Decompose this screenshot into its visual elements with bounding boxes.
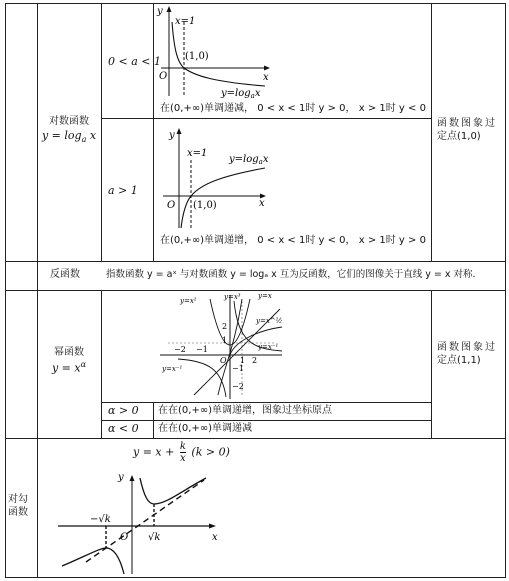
- label-inv1: y=x⁻¹: [258, 343, 279, 351]
- tick-ym2: −2: [232, 382, 244, 391]
- power-case2-condition: α < 0: [108, 422, 139, 435]
- tick-xm2: −2: [174, 345, 186, 354]
- curve-label: $y=\log_ax$: [221, 88, 261, 100]
- hook-curve-right: [140, 478, 206, 504]
- log-case2-note: 在(0,+∞)单调递增， 0 < x < 1时 y < 0， x > 1时 y > 0: [160, 235, 426, 246]
- log-case2-condition: a > 1: [108, 184, 138, 197]
- power-label: [37, 347, 101, 375]
- x-axis-label: x: [259, 198, 265, 209]
- power-case1-note: 在在(0,+∞)单调递增，图象过坐标原点: [158, 405, 333, 416]
- origin-label: O: [159, 71, 168, 82]
- log-graph-increasing: [155, 120, 275, 232]
- origin-label: O: [167, 200, 176, 211]
- inverse-text: 指数函数 y = aˣ 与对数函数 y = logₐ x 互为反函数，它们的图像关于直线 y = x 对称.: [106, 269, 476, 280]
- log-property: [437, 118, 497, 143]
- col-divider-6: [431, 290, 432, 438]
- tick-xm1: −1: [196, 345, 208, 354]
- row-divider-hook-top: [5, 438, 506, 439]
- y-axis-arrow: [167, 6, 172, 12]
- x-axis-arrow: [209, 524, 216, 529]
- tick-y2: 2: [222, 322, 228, 331]
- power-case2-note: 在在(0,+∞)单调递减: [158, 423, 253, 434]
- row-divider-power-case2: [101, 420, 431, 421]
- hook-label: [8, 494, 28, 519]
- row-divider-inverse-top: [5, 261, 506, 262]
- tick-x2: 2: [252, 356, 258, 365]
- power-graph: [158, 291, 286, 401]
- power-property: [437, 342, 497, 367]
- col-divider-2: [101, 3, 102, 261]
- label-sqrt: y=x^½: [256, 317, 283, 325]
- col-divider-5: [101, 290, 102, 438]
- log-curve: [181, 168, 265, 228]
- log-graph-decreasing: [155, 4, 275, 100]
- hook-formula: y = x + $\frac{k}{x}$ (k > 0): [133, 441, 230, 464]
- label-inv2: y=x⁻¹: [162, 365, 183, 373]
- point-label: (1,0): [193, 200, 217, 211]
- y-axis-label: y: [118, 472, 124, 483]
- power-case1-condition: α > 0: [108, 404, 139, 417]
- log-label-title: 对数函数: [49, 116, 89, 127]
- log-property-line1: 函数图象过: [437, 118, 497, 129]
- power-property-line1: 函数图象过: [437, 342, 497, 353]
- y-axis-arrow: [130, 475, 135, 481]
- power-property-line2: 定点(1,1): [437, 354, 481, 366]
- asymptote-label: x=1: [175, 16, 196, 27]
- hook-curve-left: [62, 548, 124, 574]
- log-case1-note: 在(0,+∞)单调递减， 0 < x < 1时 y > 0， x > 1时 y < 0: [160, 103, 426, 114]
- point-label: (1,0): [185, 51, 209, 62]
- label-x3: y=x³: [224, 293, 241, 301]
- log-case1-condition: 0 < a < 1: [108, 55, 161, 68]
- row-divider-log: [101, 118, 431, 119]
- tick-y1: 1: [222, 336, 228, 345]
- origin-label: O: [120, 532, 129, 543]
- power-label-formula: $y = x^\alpha$: [51, 359, 87, 375]
- tick-ym1: −1: [232, 364, 244, 373]
- x-axis-arrow: [264, 66, 270, 71]
- asymptote-label: x=1: [187, 148, 208, 159]
- log-label-formula: $y = \log_a x$: [41, 128, 97, 144]
- col-divider-4: [431, 3, 432, 261]
- pos-root-label: √k: [148, 532, 161, 543]
- y-axis-arrow: [177, 128, 182, 134]
- inverse-label: 反函数: [50, 269, 80, 280]
- y-axis-label: y: [157, 6, 163, 17]
- hook-graph: [56, 466, 236, 576]
- log-property-line2: 定点(1,0): [437, 130, 481, 142]
- power-label-title: 幂函数: [54, 347, 84, 358]
- hook-label-line2: 函数: [8, 506, 28, 518]
- table-border-bottom: [5, 577, 506, 578]
- x-axis-label: x: [263, 72, 269, 83]
- x-axis-label: x: [212, 532, 218, 543]
- label-x2: y=x²: [180, 297, 197, 305]
- label-x: y=x: [258, 292, 272, 300]
- tick-x1: 1: [240, 356, 246, 365]
- neg-root-label: −√k: [90, 514, 111, 525]
- row-divider-power-case1: [101, 402, 431, 403]
- col-divider-3: [153, 3, 154, 261]
- origin-label: O: [220, 356, 227, 365]
- log-label: [37, 116, 101, 145]
- y-axis-label: y: [169, 130, 175, 141]
- curve-label: $y=\log_ax$: [229, 154, 269, 166]
- hook-label-line1: 对勾: [8, 494, 28, 505]
